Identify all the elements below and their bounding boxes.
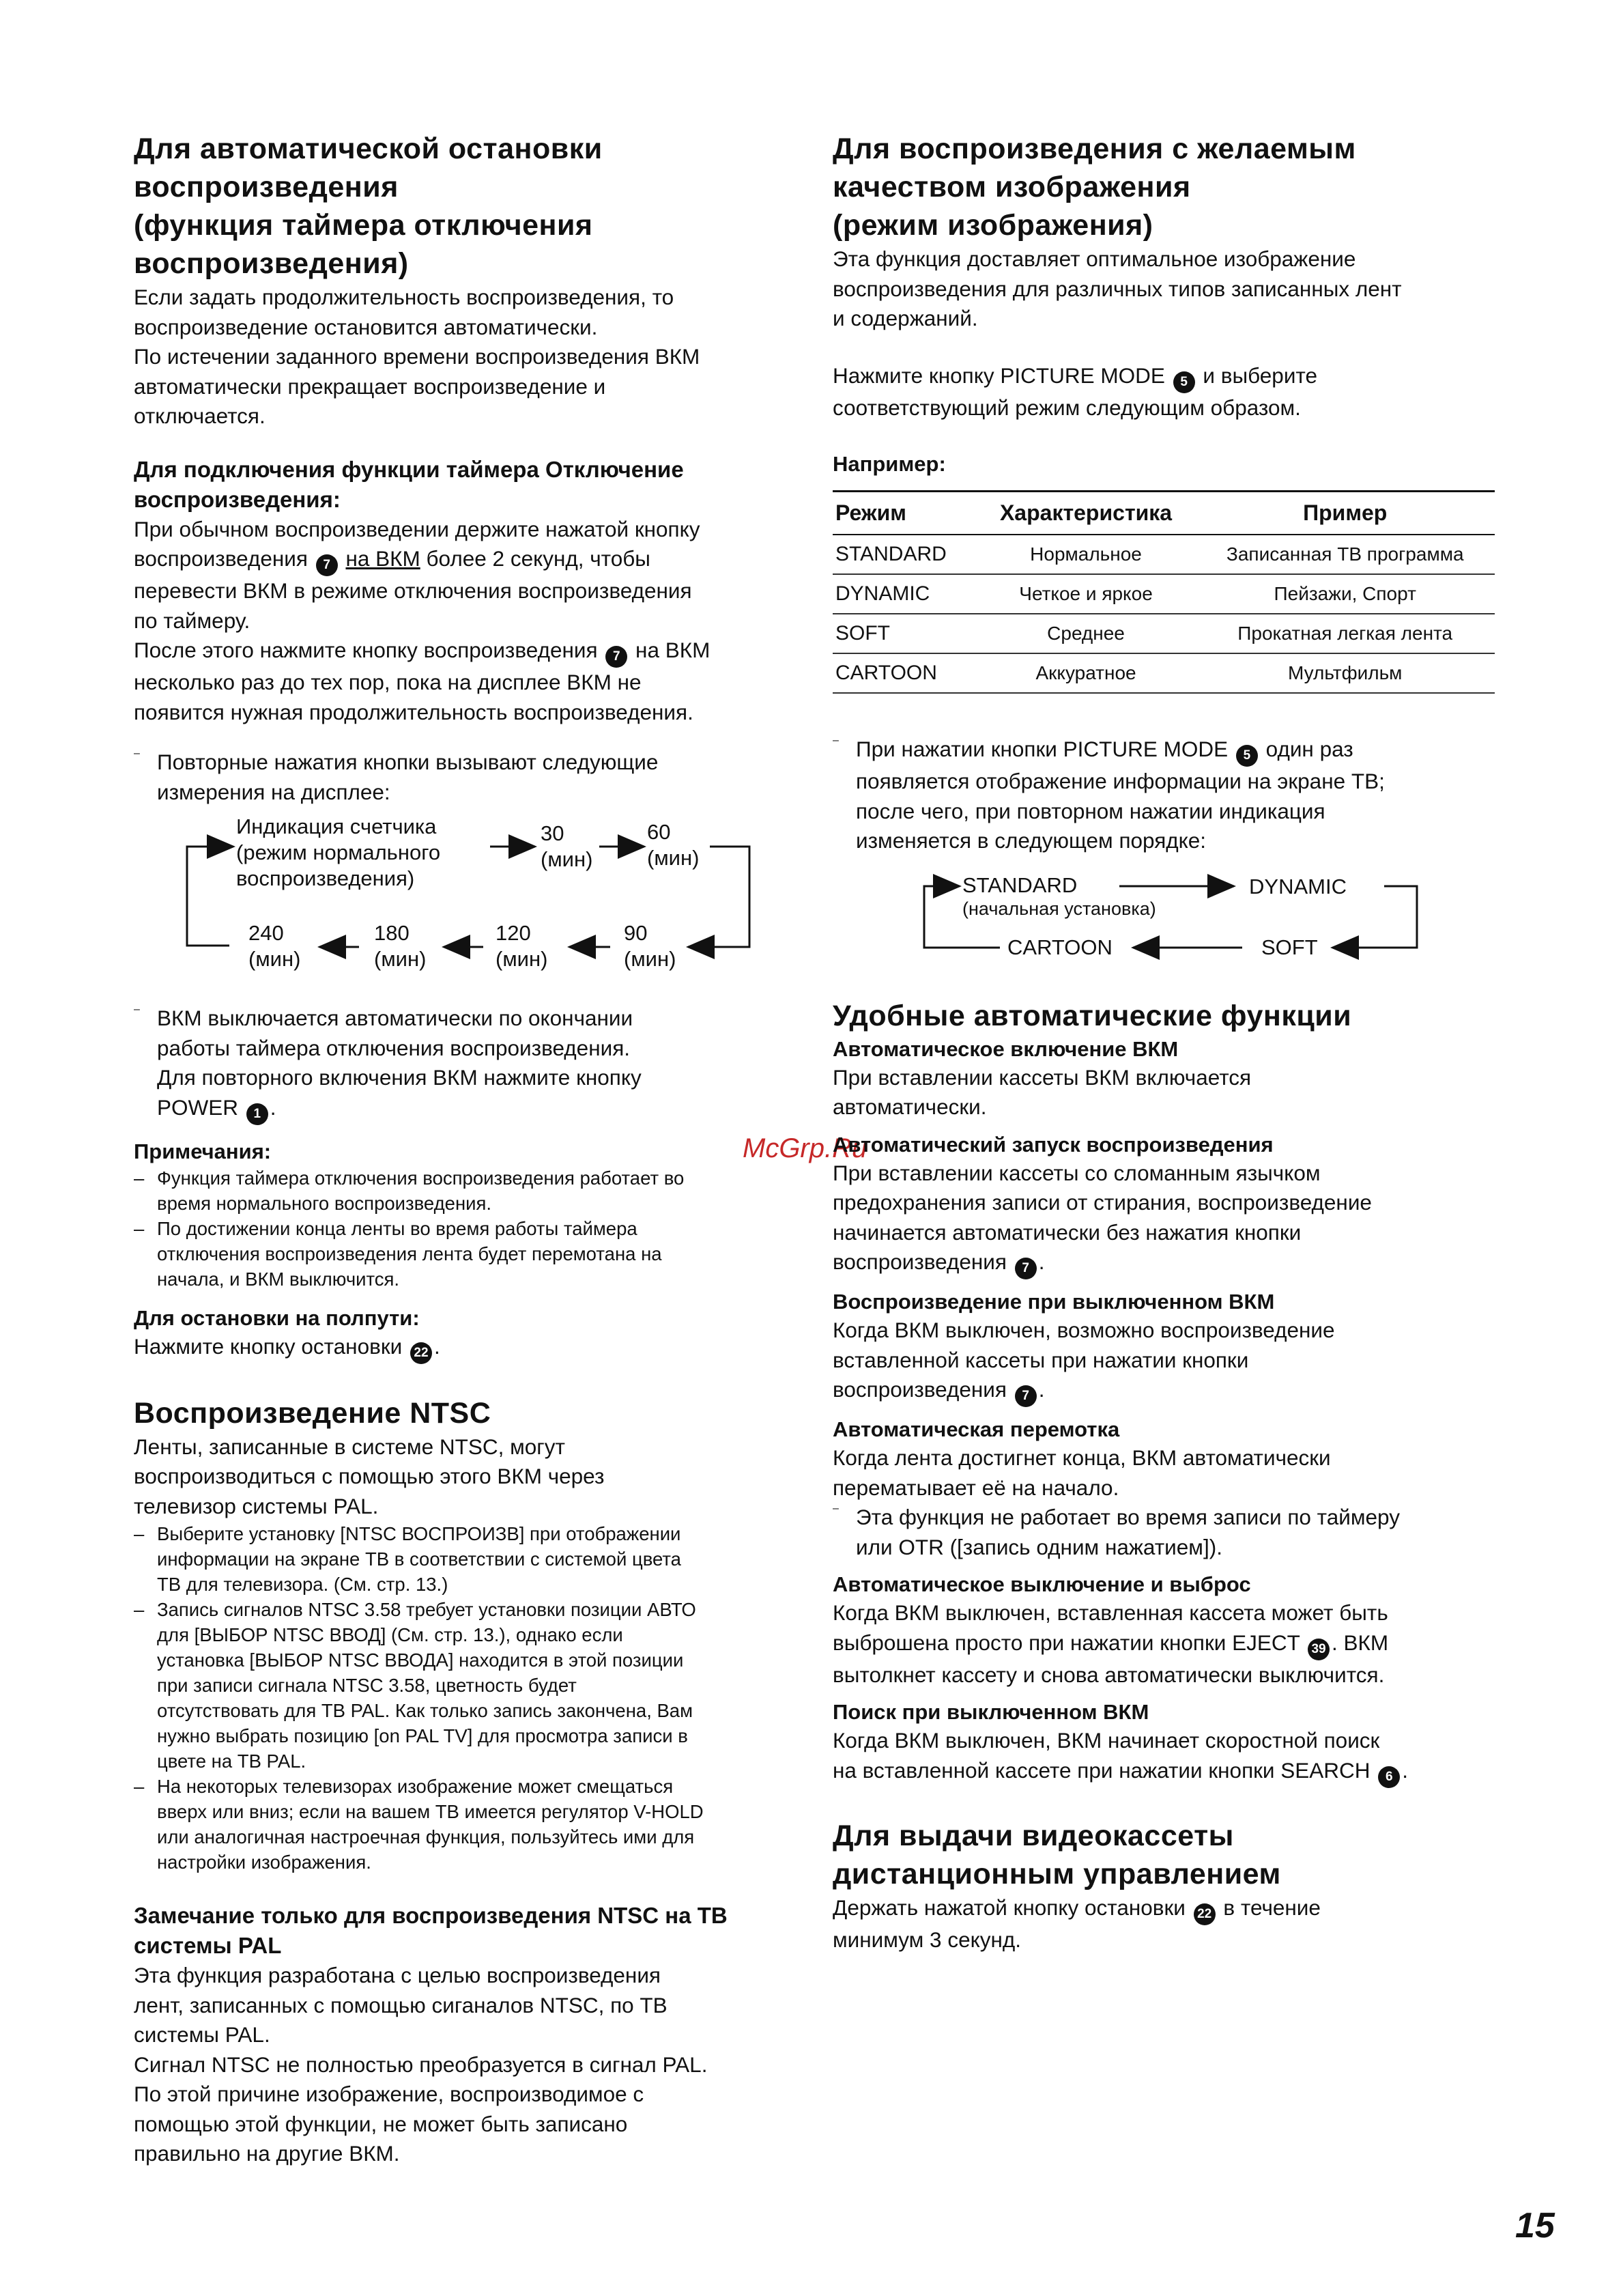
subtitle-line: системы PAL xyxy=(134,1933,282,1958)
page-number: 15 xyxy=(1515,2206,1555,2245)
stop-button-icon: 22 xyxy=(1194,1903,1216,1925)
feature-title: Автоматический запуск воспроизведения xyxy=(833,1132,1274,1157)
timer-240: 240 (мин) xyxy=(248,921,301,971)
bullet-picture-mode-cycle: – При нажатии кнопки PICTURE MODE 5 один раз появляется отображение информации на экране ТВ; после чего, при повторном нажатии индикация изменяется в следующем порядке: xyxy=(833,735,1505,856)
timer-section-title xyxy=(134,130,816,283)
play-button-icon: 7 xyxy=(1015,1385,1037,1407)
ntsc-section: Воспроизведение NTSC Ленты, записанные в системе NTSC, могут воспроизводиться с помощью этого ВКМ через телевизор системы PAL. – Выберите установку [NTSC ВОСПРОИЗВ] при отображении информации на экране ТВ в соответствии с системой цвета ТВ для телевизора. (См. стр. 13.) – Запись сигналов NTSC 3.58 требует установки позиции АВТО для [ВЫБОР NTSC ВВОД] (См. стр. 13.), однако если установка [ВЫБОР NTSC ВВОДА] находится в этой позиции при записи сигнала NTSC 3.58, цветность будет отсутствовать для ТВ PAL. Как только запись закончена, Вам нужно выбрать позицию [on PAL TV] для просмотра записи в цвете на ТВ PAL. – На некоторых телевизорах изображение может смещаться вверх или вниз; если на вашем ТВ имеется регулятор V-HOLD или аналогичная настроечная функция, пользуйтесь ими для настройки изображения. xyxy=(134,1394,816,1875)
halfway-title: Для остановки на полпути: xyxy=(134,1305,420,1330)
note-item: – По достижении конца ленты во время работы таймера отключения воспроизведения лента будет перемотана на начала, и ВКМ выключится. xyxy=(134,1216,816,1292)
column-header: Пример xyxy=(1195,492,1495,535)
rewind-bullet: – Эта функция не работает во время записи по таймеру или OTR ([запись одним нажатием]). xyxy=(833,1503,1505,1562)
timer-180: 180 (мин) xyxy=(374,921,427,971)
picture-mode-button-icon: 5 xyxy=(1173,371,1195,393)
timer-120: 120 (мин) xyxy=(496,921,548,971)
title-line: Для автоматической остановки xyxy=(134,132,603,165)
remote-eject-section: Для выдачи видеокассеты дистанционным управлением Держать нажатой кнопку остановки 22 в течение минимум 3 секунд. xyxy=(833,1817,1505,1955)
counter-display-label: Индикация счетчика (режим нормального воспроизведения) xyxy=(236,814,441,890)
notes-title: Примечания: xyxy=(134,1139,272,1163)
picture-mode-button-icon: 5 xyxy=(1236,745,1258,767)
ntsc-pal-note: Замечание только для воспроизведения NTSC на ТВ системы PAL Эта функция разработана с целью воспроизведения лент, записанных с помощью сиганалов NTSC, по ТВ системы PAL. Сигнал NTSC не полностью преобразуется в сигнал PAL. По этой причине изображение, воспроизводимое с помощью этой функции, не может быть записано правильно на другие ВКМ. xyxy=(134,1901,816,2169)
text-line: воспроизведение остановится автоматически. xyxy=(134,314,598,339)
mode-dynamic: DYNAMIC xyxy=(1249,874,1347,898)
halfway-stop: Для остановки на полпути: Нажмите кнопку остановки 22 . xyxy=(134,1304,816,1364)
feature-title: Автоматическая перемотка xyxy=(833,1417,1120,1441)
subtitle-line: Для подключения функции таймера Отключение xyxy=(134,456,684,482)
bullet-repeat-press: – Повторные нажатия кнопки вызывают следующие измерения на дисплее: xyxy=(134,748,816,807)
text-line: Если задать продолжительность воспроизведения, то xyxy=(134,285,674,309)
text-line: По истечении заданного времени воспроизведения ВКМ xyxy=(134,344,700,369)
play-button-icon: 7 xyxy=(316,554,338,576)
example-title: Например: xyxy=(833,452,946,476)
column-header: Режим xyxy=(833,492,977,535)
timer-intro xyxy=(134,283,816,431)
title-line: (функция таймера отключения xyxy=(134,209,593,242)
auto-functions-section: Удобные автоматические функции Автоматическое включение ВКМ При вставлении кассеты ВКМ включается автоматически. Автоматический запуск воспроизведения При вставлении кассеты со сломанным язычком предохранения записи от стирания, воспроизведение начинается автоматически без нажатия кнопки воспроизведения 7 . Воспроизведение при выключенном ВКМ Когда ВКМ выключен, возможно воспроизведение вставленной кассеты при нажатии кнопки воспроизведения 7 . Автоматическая перемотка Когда лента достигнет конца, ВКМ автоматически перематывает её на начало. – Эта функция не работает во время записи по таймеру или OTR ([запись одним нажатием]). Автоматическое выключение и выброс Когда ВКМ выключен, вставленная кассета может быть выброшена просто при нажатии кнопки EJECT 39 . ВКМ вытолкнет кассету и снова автоматически выключится. Поиск при выключенном ВКМ Когда ВКМ выключен, ВКМ начинает скоростной поиск на вставленной кассете при нажатии кнопки SEARCH 6 . xyxy=(833,997,1505,1788)
play-button-icon: 7 xyxy=(605,646,627,668)
right-column xyxy=(833,130,1505,1955)
left-column xyxy=(134,130,816,2169)
title-line: (режим изображения) xyxy=(833,209,1153,242)
mode-cartoon: CARTOON xyxy=(1007,935,1113,959)
title-line: Для воспроизведения с желаемым xyxy=(833,132,1356,165)
timer-90: 90 (мин) xyxy=(624,921,676,971)
text-line: по таймеру. xyxy=(134,608,250,633)
watermark: McGrp.Ru xyxy=(743,1133,867,1163)
picture-mode-title xyxy=(833,130,1505,244)
feature-title: Поиск при выключенном ВКМ xyxy=(833,1700,1149,1724)
picture-mode-instruction: Нажмите кнопку PICTURE MODE 5 и выберите соответствующий режим следующим образом. xyxy=(833,363,1318,420)
text-line: несколько раз до тех пор, пока на дисплее ВКМ не xyxy=(134,670,642,694)
picture-mode-table xyxy=(833,490,1495,694)
feature-title: Воспроизведение при выключенном ВКМ xyxy=(833,1290,1275,1314)
table-row: DYNAMIC Четкое и яркое Пейзажи, Спорт xyxy=(833,574,1495,614)
column-header: Характеристика xyxy=(977,492,1196,535)
title-line: воспроизведения xyxy=(134,171,399,203)
subtitle-line: воспроизведения: xyxy=(134,486,341,512)
table-row: SOFT Среднее Прокатная легкая лента xyxy=(833,614,1495,653)
play-button-icon: 7 xyxy=(1015,1258,1037,1279)
text-line: После этого нажмите кнопку воспроизведения 7 на ВКМ xyxy=(134,636,816,668)
search-button-icon: 6 xyxy=(1378,1766,1400,1788)
power-button-icon: 1 xyxy=(246,1103,268,1125)
eject-button-icon: 39 xyxy=(1308,1639,1330,1660)
text-line: появится нужная продолжительность воспроизведения. xyxy=(134,699,693,724)
ntsc-title: Воспроизведение NTSC xyxy=(134,1396,491,1430)
text-line: воспроизведения 7 на ВКМ более 2 секунд, чтобы xyxy=(134,544,816,576)
feature-title: Автоматическое включение ВКМ xyxy=(833,1036,1179,1061)
title-line: дистанционным управлением xyxy=(833,1857,1281,1890)
picture-mode-intro: Эта функция доставляет оптимальное изображение воспроизведения для различных типов записанных лент и содержаний. xyxy=(833,246,1402,330)
notes xyxy=(134,1137,816,1292)
title-line: Для выдачи видеокассеты xyxy=(833,1819,1234,1852)
timer-cycle-diagram xyxy=(134,807,816,998)
note-item: – Функция таймера отключения воспроизведения работает во время нормального воспроизведения. xyxy=(134,1165,816,1216)
mode-standard: STANDARD (начальная установка) xyxy=(962,873,1156,919)
feature-title: Автоматическое выключение и выброс xyxy=(833,1572,1251,1596)
title-line: воспроизведения) xyxy=(134,247,409,280)
bullet-auto-off: – ВКМ выключается автоматически по окончании работы таймера отключения воспроизведения. Для повторного включения ВКМ нажмите кнопку POWER 1 . xyxy=(134,1004,816,1125)
text-line: При обычном воспроизведении держите нажатой кнопку xyxy=(134,516,700,541)
ntsc-item: – На некоторых телевизорах изображение может смещаться вверх или вниз; если на вашем ТВ имеется регулятор V-HOLD или аналогичная настроечная функция, пользуйтесь ими для настройки изображения. xyxy=(134,1774,816,1875)
title-line: качеством изображения xyxy=(833,171,1191,203)
mode-soft: SOFT xyxy=(1261,935,1318,959)
ntsc-item: – Запись сигналов NTSC 3.58 требует установки позиции АВТО для [ВЫБОР NTSC ВВОД] (См. стр. 13.), однако если установка [ВЫБОР NTSC ВВОДА] находится в этой позиции при записи сигнала NTSC 3.58, цветность будет отсутствовать для ТВ PAL. Как только запись закончена, Вам нужно выбрать позицию [on PAL TV] для просмотра записи в цвете на ТВ PAL. xyxy=(134,1597,816,1774)
timer-activation xyxy=(134,455,816,728)
text-line: перевести ВКМ в режиме отключения воспроизведения xyxy=(134,578,692,603)
stop-button-icon: 22 xyxy=(410,1342,432,1364)
text-line: отключается. xyxy=(134,403,266,428)
mode-cycle-arrows xyxy=(833,866,1505,968)
timer-60: 60 (мин) xyxy=(647,820,700,870)
table-row: STANDARD Нормальное Записанная ТВ программа xyxy=(833,535,1495,574)
table-header-row xyxy=(833,492,1495,535)
ntsc-item: – Выберите установку [NTSC ВОСПРОИЗВ] при отображении информации на экране ТВ в соответствии с системой цвета ТВ для телевизора. (См. стр. 13.) xyxy=(134,1521,816,1597)
table-row: CARTOON Аккуратное Мультфильм xyxy=(833,653,1495,693)
underlined-text: на ВКМ xyxy=(345,546,420,571)
auto-functions-title: Удобные автоматические функции xyxy=(833,999,1352,1032)
mode-cycle-diagram xyxy=(833,866,1505,968)
subtitle-line: Замечание только для воспроизведения NTSC на ТВ xyxy=(134,1903,728,1928)
timer-30: 30 (мин) xyxy=(541,821,593,871)
text-line: автоматически прекращает воспроизведение и xyxy=(134,373,606,399)
